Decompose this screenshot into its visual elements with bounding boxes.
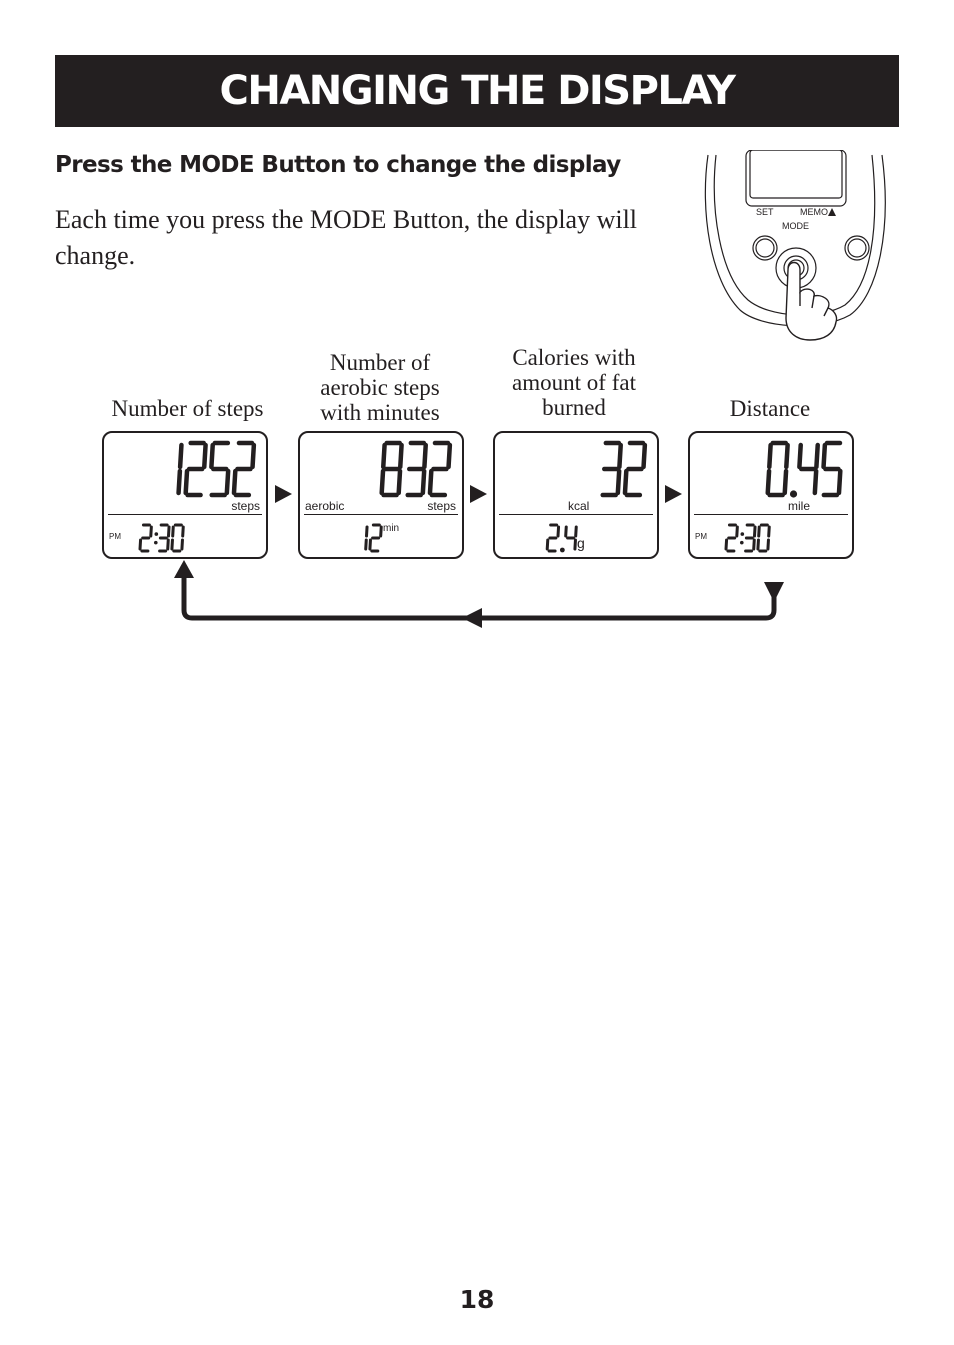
flow-arrow-icon xyxy=(275,485,292,503)
unit-aerobic-steps: steps xyxy=(427,499,456,513)
memo-triangle-icon xyxy=(828,208,836,216)
flow-arrow-icon xyxy=(665,485,682,503)
caption-calories: Calories with amount of fat burned xyxy=(512,345,636,420)
page-title: CHANGING THE DISPLAY xyxy=(219,68,735,114)
lcd-digit-value xyxy=(726,525,769,551)
title-bar xyxy=(55,55,899,127)
lcd-distance-digits xyxy=(690,433,856,561)
device-memo-label: MEMO xyxy=(800,207,828,217)
lcd-display-calories xyxy=(493,431,659,559)
unit-kcal: kcal xyxy=(568,499,590,513)
lcd-digit-value xyxy=(382,443,450,495)
lcd-digit-value xyxy=(366,525,382,551)
device-set-label: SET xyxy=(756,207,774,217)
lcd-digit-value xyxy=(547,525,576,552)
unit-min: min xyxy=(383,523,400,534)
unit-steps: steps xyxy=(231,499,260,513)
unit-aerobic-prefix: aerobic xyxy=(305,499,345,513)
caption-aerobic: Number of aerobic steps with minutes xyxy=(320,350,440,425)
caption-distance: Distance xyxy=(729,396,811,421)
page-number: 18 xyxy=(459,1285,495,1314)
lcd-display-steps xyxy=(102,431,268,559)
lcd-divider xyxy=(304,514,458,515)
pm-indicator: PM xyxy=(695,532,707,541)
body-paragraph: Each time you press the MODE Button, the display will change. xyxy=(55,205,638,270)
lcd-divider xyxy=(694,514,848,515)
section-subheading: Press the MODE Button to change the display xyxy=(55,152,621,178)
caption-steps: Number of steps xyxy=(111,396,264,421)
lcd-aerobic-digits xyxy=(300,433,466,561)
pedometer-device-illustration xyxy=(700,150,895,345)
lcd-divider xyxy=(108,514,262,515)
lcd-digit-value xyxy=(768,443,841,498)
lcd-digit-value xyxy=(603,443,645,495)
finger-press-icon xyxy=(786,263,837,341)
cycle-arrow-icon xyxy=(170,558,790,633)
lcd-divider xyxy=(499,514,653,515)
lcd-display-aerobic xyxy=(298,431,464,559)
lcd-display-distance xyxy=(688,431,854,559)
pm-indicator: PM xyxy=(109,532,121,541)
unit-mile: mile xyxy=(788,499,811,513)
lcd-steps-digits xyxy=(104,433,270,561)
lcd-digit-value xyxy=(179,443,254,495)
flow-arrow-icon xyxy=(470,485,487,503)
device-mode-label: MODE xyxy=(782,221,809,231)
unit-g: g xyxy=(577,535,585,551)
lcd-digit-value xyxy=(140,525,183,551)
